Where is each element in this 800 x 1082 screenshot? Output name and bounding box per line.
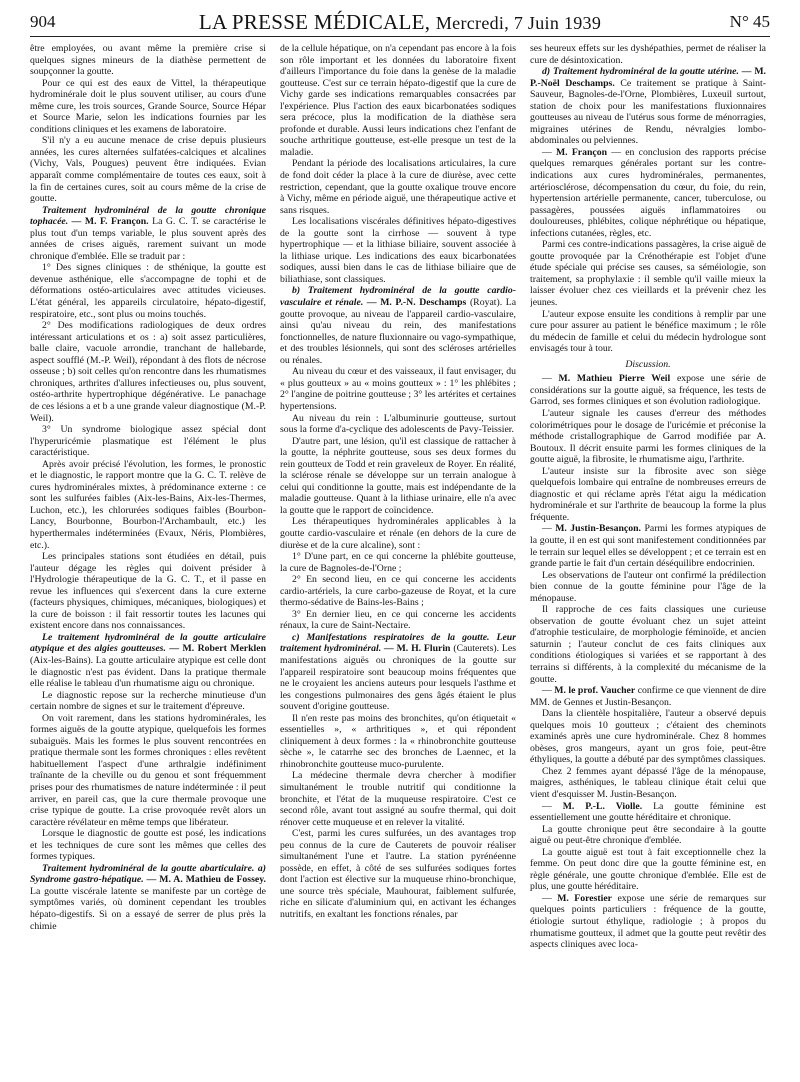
section-subtitle: a) Syndrome gastro-hépatique. —	[30, 862, 266, 886]
discussion-violle: — M. P.-L. Violle. La goutte féminine est essentiellement une goutte héréditaire et chronique.	[530, 800, 766, 824]
paragraph: La goutte aiguë est tout à fait exceptionnelle chez la femme. On peut donc dire que la goutte féminine est, en règle générale, une goutte chronique d'emblée. Elle est de plus, une goutte héréditaire.	[530, 846, 766, 893]
paragraph: 2° Des modifications radiologiques de deux ordres intéressant articulations et os : a) soit assez particulières, balle claire, vacuole arrondie, tranchant de hallebarde, aspect soufflé (M.-P. Weil), répondant à des flots de nécrose osseuse ; b) soit celles qu'on rencontre dans les rhumatismes chroniques, arthrites d'allures infectieuses ou, plus souvent, ostéo-arthrite hypertrophique dégénérative. Le panachage de ces lésions a et b a une grande valeur diagnostique (M.-P. Weil).	[30, 320, 266, 424]
paragraph: S'il n'y a eu aucune menace de crise depuis plusieurs années, les cures alternées sulfatées-calciques et alcalines (Vichy, Vals, Pougues) peuvent être indiquées. Evian apparaît comme complémentaire de toutes ces eaux, soit à la fin de certaines cures, soit au cours même de la crise de goutte.	[30, 135, 266, 205]
page-header	[30, 10, 770, 37]
section-title: b) Traitement hydrominéral de la goutte cardio-vasculaire et rénale. —	[280, 285, 516, 309]
paragraph: Les thérapeutiques hydrominérales applicables à la goutte cardio-vasculaire et rénale (en dehors de la cure de diurèse et de la cure alcaline), sont :	[280, 516, 516, 551]
paragraph: de la cellule hépatique, on n'a cependant pas encore à la fois son rôle important et les données du laboratoire fixent d'ailleurs l'importance du foie dans la genèse de la maladie goutteuse. C'est sur ce terrain hépato-digestif que la cure de Vichy garde ses indications remarquables consacrées par l'expérience. Plus l'action des eaux bicarbonatées sodiques sera précoce, plus la modification de la diathèse sera profonde et durable. Aussi leurs indications chez l'enfant de souche arthritique goutteuse, est-elle presque un test de la maladie.	[280, 43, 516, 158]
author-name: M. Françon	[555, 146, 608, 158]
paragraph: Les localisations viscérales définitives hépato-digestives de la goutte sont la cirrhose — souvent à type hypertrophique — et la lithiase biliaire, souvent associée à la lithiase urique. Les indications des eaux bicarbonatées sodiques, aussi bien dans le cas de lithiase biliaire que de biliathiase, sont classiques.	[280, 216, 516, 285]
author-name: M. Forestier	[557, 892, 613, 904]
journal-name: LA PRESSE MÉDICALE,	[198, 10, 431, 34]
paragraph: Chez 2 femmes ayant dépassé l'âge de la ménopause, maigres, asthéniques, le tableau clinique était celui que vient d'esquisser M. Justin-Besançon.	[530, 765, 766, 800]
paragraph: Parmi ces contre-indications passagères, la crise aiguë de goutte provoquée par la Crénothérapie est l'objet d'une étude spéciale qui précise ses causes, sa séméiologie, son traitement, sa prophylaxie : il semble qu'il vaille mieux la laisser évoluer chez ces vieillards et la prévenir chez les jeunes.	[530, 239, 766, 309]
section-merklen	[30, 632, 266, 690]
author-name: M. P.-L. Violle.	[562, 800, 643, 812]
paragraph: Au niveau du cœur et des vaisseaux, il faut envisager, du « plus goutteux » au « moins goutteux » : 1° les phlébites ; 2° l'angine de poitrine goutteuse ; 3° les artérites et certaines hypertensions.	[280, 366, 516, 412]
section-text: expose une série de remarques sur quelques points particuliers : fréquence de la goutte, étiologie surtout éthylique, radiologie ; à propos du rhumatisme goutteux, il admet que la goutte peut revêtir des aspects cliniques avec loca-	[530, 892, 766, 951]
author-name: M. le prof. Vaucher	[554, 685, 636, 697]
paragraph: L'auteur expose ensuite les conditions à remplir par une cure pour assurer au patient le bénéfice maximum ; le rôle du médecin de famille et celui du médecin hydrologue sont envisagés tour à tour.	[530, 308, 766, 355]
author-name: M. F. Françon.	[84, 216, 149, 228]
section-francon-conclusion: — M. Françon — en conclusion des rapports précise quelques remarques générales portant sur les contre-indications aux cures hydrominérales, permanentes, artériosclérose, décompensation du cœur, du foie, du rein, hypertension artérielle permanente, cancer, tuberculose, ou passagères, poussées aiguës inflammatoires ou douloureuses, phlébites, colique néphrétique ou hépatique, infections cutanées, règles, etc.	[530, 146, 766, 239]
discussion-forestier: — M. Forestier expose une série de remarques sur quelques points particuliers : fréquence de la goutte, étiologie surtout éthylique, radiologie ; à propos du rhumatisme goutteux, il admet que la goutte peut revêtir des aspects cliniques avec loca-	[530, 892, 766, 951]
section-text: expose une série de considérations sur la goutte aiguë, sa fréquence, les tests de Garrod, ses formes cliniques et son évolution radiologique.	[530, 373, 766, 408]
section-noel-deschamps	[530, 66, 766, 147]
section-title: Traitement hydrominéral de la goutte abarticulaire.	[42, 862, 255, 874]
paragraph: 3° En dernier lieu, en ce qui concerne les accidents rénaux, la cure de Saint-Nectaire.	[280, 608, 516, 632]
paragraph: La médecine thermale devra chercher à modifier simultanément le trouble nutritif qui conditionne la bronchite, et l'état de la muqueuse respiratoire. C'est ce second rôle, avant tout assigné au soufre thermal, qui doit rénover cette muqueuse et en relever la vitalité.	[280, 770, 516, 828]
paragraph: L'auteur insiste sur la fibrosite avec son siège quelquefois lombaire qui entraîne de nombreuses erreurs de diagnostic et qui réclame après l'état aigu la médication hydrominérale et sur l'arthrite de beaucoup la forme la plus fréquente.	[530, 465, 766, 523]
paragraph: 3° Un syndrome biologique assez spécial dont l'hyperuricémie plasmatique est l'élément le plus caractéristique.	[30, 424, 266, 459]
discussion-heading: Discussion.	[625, 358, 671, 370]
issue-date: Mercredi, 7 Juin 1939	[435, 13, 602, 33]
paragraph: Après avoir précisé l'évolution, les formes, le pronostic et le diagnostic, le rapport montre que la G. C. T. relève de cures hydrominérales mixtes, à prédominance externe : ce sont les sulfurées faibles (Aix-les-Bains, Aix-les-Thermes, Luchon, etc.), les chlorurées sodiques faibles (Bourbon-Lancy, Bourbonne, Bourbon-l'Archambault, etc.) les hyperthermales indéterminées (Evaux, Néris, Plombières, etc.).	[30, 458, 266, 551]
section-title: Le traitement hydrominéral de la goutte articulaire atypique et des algies goutteuses. —	[30, 631, 266, 655]
journal-title	[30, 10, 770, 35]
discussion-vaucher: — M. le prof. Vaucher confirme ce que viennent de dire MM. de Gennes et Justin-Besançon.	[530, 685, 766, 708]
paragraph: 1° D'une part, en ce qui concerne la phlébite goutteuse, la cure de Bagnoles-de-l'Orne ;	[280, 551, 516, 574]
paragraph: Lorsque le diagnostic de goutte est posé, les indications et les techniques de cure sont les mêmes que celles des formes typiques.	[30, 828, 266, 863]
paragraph: D'autre part, une lésion, qu'il est classique de rattacher à la goutte, la néphrite goutteuse, sous ses deux formes du rein goutteux de Todd et rein graveleux de Royer. En réalité, la sclérose rénale se développe sur un terrain analogue à celui qui conditionne la goutte, mais est indépendante de la maladie goutteuse. Quant à la lithiase urinaire, elle n'a avec la goutte que le rapport de coïncidence.	[280, 435, 516, 516]
author-name: M. H. Flurin	[396, 643, 451, 655]
section-deschamps	[280, 285, 516, 366]
section-title: c) Manifestations respiratoires de la goutte. Leur traitement hydrominéral. —	[280, 631, 516, 655]
paragraph: Pendant la période des localisations articulaires, la cure de fond doit céder la place à la cure de diurèse, avec cette restriction, cependant, que la goutte oxalique trouve encore à Vichy, même en période aiguë, une thérapeutique active et sans risques.	[280, 158, 516, 216]
section-text: La goutte viscérale latente se manifeste par un cortège de symptômes variés, où dominent cependant les troubles hépato-digestifs. Si on a essayé de serrer de plus près la chimie	[30, 885, 266, 932]
author-name: M. Robert Merklen	[182, 643, 266, 655]
paragraph: Il n'en reste pas moins des bronchites, qu'on étiquetait « essentielles », « arthritiques », et qui répondent cliniquement à deux formes : la « rhinobronchite goutteuse sèche », le catarrhe sec des bronches de Laennec, et la rhinobronchite goutteuse muco-purulente.	[280, 712, 516, 770]
columns	[30, 43, 770, 1068]
paragraph: être employées, ou avant même la première crise si quelques signes mineurs de la diathèse permettent de soupçonner la goutte.	[30, 43, 266, 78]
paragraph: Pour ce qui est des eaux de Vittel, la thérapeutique hydrominérale doit le plus souvent utiliser, au cours d'une même cure, les trois sources, Grande Source, Source Hépar et Source Marie, selon les indications fournies par les conditions cliniques et les examens de laboratoire.	[30, 77, 266, 135]
discussion-justin-besancon: — M. Justin-Besançon. Parmi les formes atypiques de la goutte, il en est qui sont manifestement conditionnées par le terrain sur lequel elles se développent ; et ce terrain est en grande partie le fait d'un certain déséquilibre endocrinien.	[530, 523, 766, 570]
paragraph: 1° Des signes cliniques : de sthénique, la goutte est devenue asthénique, elle s'accompagne de tophi et de déformations ostéo-articulaires avec attitudes vicieuses. L'état général, les appareils circulatoire, hépato-digestif, respiratoire, etc., sont plus ou moins touchés.	[30, 262, 266, 320]
discussion-weil: — M. Mathieu Pierre Weil expose une série de considérations sur la goutte aiguë, sa fréquence, les tests de Garrod, ses formes cliniques et son évolution radiologique.	[530, 373, 766, 408]
section-text: (Royat). La goutte provoque, au niveau de l'appareil cardio-vasculaire, ainsi qu'au niveau du rein, des manifestations fonctionnelles, de nature fluxionnaire ou vago-sympathique, et des troubles lésionnels, qui sont des scléroses artérielles ou rénales.	[280, 297, 516, 366]
paragraph: La goutte chronique peut être secondaire à la goutte aiguë ou peut-être chronique d'emblée.	[530, 823, 766, 847]
page-number: 904	[30, 12, 56, 31]
column-2	[280, 43, 516, 1068]
paragraph: 2° En second lieu, en ce qui concerne les accidents cardio-artériels, la cure carbo-gazeuse de Royat, et la cure thermo-sédative de Bains-les-Bains ;	[280, 574, 516, 609]
section-text: Parmi les formes atypiques de la goutte, il en est qui sont manifestement conditionnées par le terrain sur lequel elles se développent ; et ce terrain est en grande partie le fait d'un certain déséquilibre endocrinien.	[530, 523, 766, 570]
paragraph: C'est, parmi les cures sulfurées, un des avantages trop peu connus de la cure de Cauterets de pouvoir réaliser simultanément l'une et l'autre. La station pyrénéenne possède, en effet, à côté de ses sulfurées sodiques fortes dont l'action est élective sur la muqueuse rhino-bronchique, une source très spéciale, Mauhourat, faiblement sulfurée, riche en silicate d'aluminium qui, en activant les échanges nutritifs, en exaltant les fonctions rénales, par	[280, 828, 516, 921]
column-1	[30, 43, 266, 1068]
section-text: (Aix-les-Bains). La goutte articulaire atypique est celle dont le diagnostic n'est pas évident. Dans la pratique thermale elle réalise le tableau d'un rhumatisme aigu ou chronique.	[30, 654, 266, 690]
paragraph: L'auteur signale les causes d'erreur des méthodes colorimétriques pour le dosage de l'uricémie et préconise la méthode cristallographique de Garrod modifiée par A. Boutoux. Il décrit ensuite parmi les formes cliniques de la goutte aiguë, la fibrosite, le rhumatisme aigu, l'arthrite.	[530, 407, 766, 466]
paragraph: ses heureux effets sur les dyshépathies, permet de réaliser la cure de désintoxication.	[530, 43, 766, 66]
author-name: M. A. Mathieu de Fossey.	[159, 874, 266, 886]
section-text: (Cauterets). Les manifestations aiguës ou chroniques de la goutte sur l'appareil respiratoire sont beaucoup moins fréquentes que ne le croyaient les anciens auteurs pour lesquels l'asthme et les congestions pulmonaires des gens âgés étaient le plus souvent d'origine goutteuse.	[280, 643, 516, 713]
paragraph: Il rapproche de ces faits classiques une curieuse observation de goutte évoluant chez un sujet atteint d'atrophie testiculaire, de morphologie féminoïde, et ancien saturnin ; l'auteur conclut de ces faits cliniques aux conditions étiologiques si variées et se rapportant à des terrains si différents, à la complexité du mécanisme de la goutte.	[530, 604, 766, 685]
section-text: Ce traitement se pratique à Saint-Sauveur, Bagnoles-de-l'Orne, Plombières, Luxeuil surtout, station de choix pour les manifestations fluxionnaires goutteuses au niveau de l'utérus sous forme de ménorragies, migraines utérines de Rendu, névralgies lombo-abdominales ou pelviennes.	[530, 77, 766, 147]
section-francon	[30, 205, 266, 263]
section-flurin	[280, 632, 516, 713]
section-text: La goutte féminine est essentiellement une goutte héréditaire et chronique.	[530, 800, 766, 824]
section-text: confirme ce que viennent de dire MM. de Gennes et Justin-Besançon.	[530, 685, 766, 708]
author-name: M. P.-N. Deschamps	[380, 297, 467, 309]
issue-number: N° 45	[729, 12, 770, 31]
author-name: M. Mathieu Pierre Weil	[558, 373, 671, 385]
paragraph: Au niveau du rein : L'albuminurie goutteuse, surtout sous la forme d'a-cyclique des adolescents de Pavy-Teissier.	[280, 412, 516, 436]
author-name: M. P.-Noël Deschamps.	[530, 66, 766, 89]
section-text: La G. C. T. se caractérise le plus tout d'un temps variable, le plus souvent après des années de crises aiguës, rarement suivant un mode chronique d'emblée. Elle se traduit par :	[30, 216, 266, 262]
paragraph: Le diagnostic repose sur la recherche minutieuse d'un certain nombre de signes et sur le traitement d'épreuve.	[30, 689, 266, 713]
section-text: — en conclusion des rapports précise quelques remarques générales portant sur les contre-indications aux cures hydrominérales, permanentes, artériosclérose, décompensation du cœur, du foie, du rein, hypertension artérielle permanente, cancer, tuberculose, ou passagères, poussées aiguës inflammatoires ou douloureuses, phlébites, colique néphrétique ou hépatique, infections cutanées, règles, etc.	[530, 146, 766, 239]
paragraph: Dans la clientèle hospitalière, l'auteur a observé depuis quelques mois 10 goutteux ; c'étaient des cheminots examinés après une cure hydrominérale. Chez 8 hommes obèses, gros mangeurs, ayant un gros foie, peut-être éthyliques, la goutte a débuté par des symptômes classiques.	[530, 708, 766, 766]
paragraph: Les principales stations sont étudiées en détail, puis l'auteur dégage les règles qui doivent présider à l'Hydrologie thérapeutique de la G. C. T., et il passe en revue les influences qui s'exercent dans la cure externe (facteurs physiques, chimiques, mécaniques, biologiques) et la cure de boisson : il fait ressortir toutes les lacunes qui existent encore dans nos connaissances.	[30, 551, 266, 632]
paragraph: Les observations de l'auteur ont confirmé la prédilection bien connue de la goutte féminine pour l'âge de la ménopause.	[530, 569, 766, 604]
section-title: Traitement hydrominéral de la goutte chronique tophacée. —	[30, 204, 266, 228]
paragraph: On voit rarement, dans les stations hydrominérales, les formes aiguës de la goutte atypique, quelquefois les formes subaiguës. Mais les formes le plus souvent rencontrées en pratique thermale sont les formes chroniques : elles revêtent habituellement l'aspect d'une arthralgie indéfiniment traînante de la cheville ou du genou et sont fréquemment prises pour des rhumatismes de nature indéterminée : il peut arriver, en pareil cas, que la cure thermale provoque une crise typique de goutte. La crise provoquée revêt alors un caractère révélateur en même temps que libérateur.	[30, 712, 266, 828]
section-title: d) Traitement hydrominéral de la goutte utérine. —	[542, 66, 752, 78]
section-fossey	[30, 863, 266, 932]
column-3	[530, 43, 766, 1068]
author-name: M. Justin-Besançon.	[555, 523, 641, 535]
